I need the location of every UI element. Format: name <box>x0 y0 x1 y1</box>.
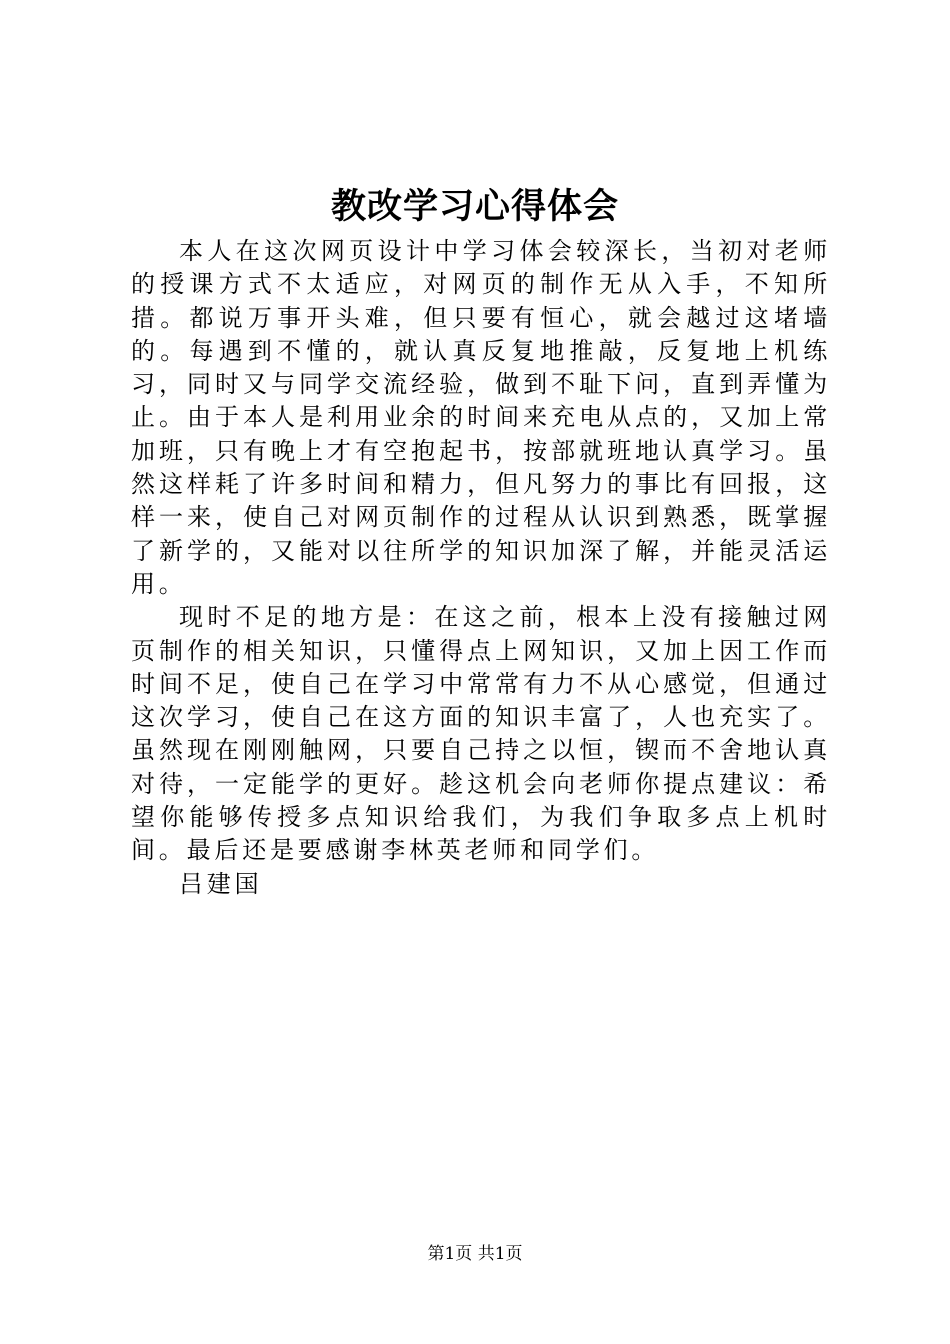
document-title: 教改学习心得体会 <box>330 186 619 227</box>
page-footer: 第1页 共1页 <box>427 1244 523 1264</box>
author-signature: 吕建国 <box>179 869 263 898</box>
paragraph-2: 现时不足的地方是：在这之前，根本上没有接触过网页制作的相关知识，只懂得点上网知识，又加上因工作而时间不足，使自己在学习中常常有力不从心感觉，但通过这次学习，使自己在这方面的知识丰富了，人也充实了。虽然现在刚刚触网，只要自己持之以恒，锲而不舍地认真对待，一定能学的更好。趁这机会向老师你提点建议：希望你能够传授多点知识给我们，为我们争取多点上机时间。最后还是要感谢李林英老师和同学们。 <box>131 603 831 865</box>
document-body <box>131 235 831 901</box>
paragraph-1: 本人在这次网页设计中学习体会较深长，当初对老师的授课方式不太适应，对网页的制作无从入手，不知所措。都说万事开头难，但只要有恒心，就会越过这堵墙的。每遇到不懂的，就认真反复地推敲，反复地上机练习，同时又与同学交流经验，做到不耻下问，直到弄懂为止。由于本人是利用业余的时间来充电从点的，又加上常加班，只有晚上才有空抱起书，按部就班地认真学习。虽然这样耗了许多时间和精力，但凡努力的事比有回报，这样一来，使自己对网页制作的过程从认识到熟悉，既掌握了新学的，又能对以往所学的知识加深了解，并能灵活运用。 <box>131 237 831 598</box>
